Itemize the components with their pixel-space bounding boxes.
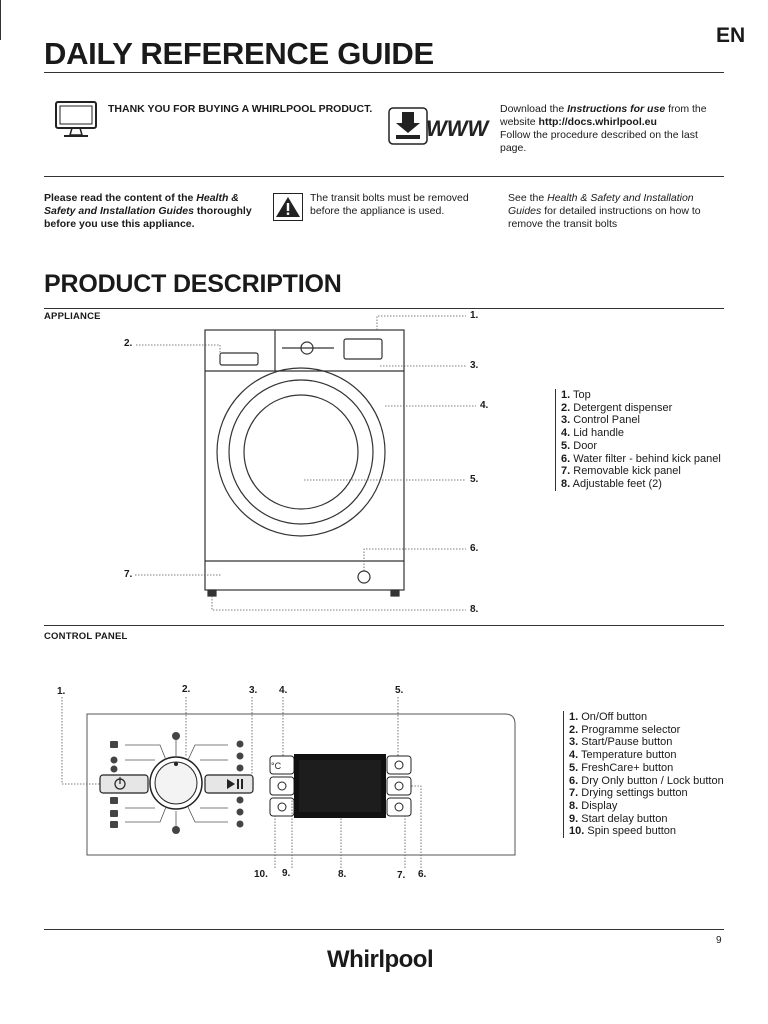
see-t1: See the	[508, 192, 548, 204]
header-divider	[0, 0, 1, 40]
read-t3: thoroughly before you use this appliance.	[44, 205, 252, 230]
dry-only-button	[387, 777, 411, 795]
www-label: WWW	[426, 116, 489, 141]
filter-cover	[358, 571, 370, 583]
download-t5: Follow the procedure described on the last page.	[500, 129, 698, 154]
warning-icon	[273, 193, 303, 221]
legend-item: 5. Door	[561, 439, 598, 452]
legend-item: 6. Water filter - behind kick panel	[561, 452, 721, 465]
legend-item: 10. Spin speed button	[569, 825, 677, 838]
drying-settings-button	[387, 798, 411, 816]
appliance-callout-5: 5.	[470, 474, 479, 485]
legend-item: 4. Lid handle	[561, 427, 625, 440]
transit-notice: The transit bolts must be removed before the appliance is used.	[310, 192, 469, 217]
footer-rule	[44, 929, 724, 930]
appliance-diagram	[100, 312, 500, 622]
legend-item: 8. Adjustable feet (2)	[561, 477, 662, 490]
download-t3: from the website	[500, 103, 707, 128]
appliance-callout-8: 8.	[470, 604, 479, 615]
appliance-callout-7: 7.	[124, 569, 133, 580]
appliance-callout-4: 4.	[480, 400, 489, 411]
control-callout-6: 6.	[418, 869, 427, 880]
detergent-dispenser	[220, 353, 258, 365]
control-callout-3: 3.	[249, 685, 258, 696]
download-text	[500, 103, 720, 155]
legend-item: 9. Start delay button	[569, 812, 668, 825]
temp-symbol: °C	[271, 761, 282, 771]
control-panel-label: CONTROL PANEL	[44, 631, 128, 642]
docs-url-link[interactable]: http://docs.whirlpool.eu	[538, 116, 657, 128]
legend-item: 2. Programme selector	[569, 723, 681, 736]
legend-item: 8. Display	[569, 799, 618, 812]
control-callout-1: 1.	[57, 686, 66, 697]
download-t1: Download the	[500, 103, 568, 115]
intro-rule	[44, 176, 724, 177]
control-callout-10: 10.	[254, 869, 268, 880]
download-icon	[388, 106, 492, 146]
instructions-link[interactable]: Instructions for use	[567, 103, 666, 115]
spin-speed-button	[270, 777, 294, 795]
appliance-legend	[555, 389, 721, 491]
read-t1: Please read the content of the	[44, 192, 197, 204]
legend-item: 2. Detergent dispenser	[561, 401, 673, 414]
control-callout-5: 5.	[395, 685, 404, 696]
brand-logo: Whirlpool	[327, 946, 434, 973]
control-rule	[44, 625, 724, 626]
legend-item: 5. FreshCare+ button	[569, 761, 674, 774]
freshcare-button	[387, 756, 411, 774]
legend-item: 6. Dry Only button / Lock button	[569, 774, 724, 787]
legend-item: 4. Temperature button	[569, 749, 677, 762]
page-number: 9	[716, 935, 722, 946]
thanks-text: THANK YOU FOR BUYING A WHIRLPOOL PRODUCT.	[108, 103, 373, 115]
read-notice	[44, 192, 266, 231]
read-t2: Health & Safety and Installation Guides	[44, 192, 239, 217]
appliance-callout-1: 1.	[470, 310, 479, 321]
see-t3: for detailed instructions on how to remove the transit bolts	[508, 205, 701, 230]
monitor-icon	[54, 100, 98, 140]
control-callout-9: 9.	[282, 868, 291, 879]
product-heading: PRODUCT DESCRIPTION	[44, 270, 342, 298]
legend-item: 7. Drying settings button	[569, 787, 688, 800]
legend-item: 1. On/Off button	[569, 711, 648, 723]
door-outer	[217, 368, 385, 536]
control-callout-8: 8.	[338, 869, 347, 880]
control-callout-7: 7.	[397, 870, 406, 881]
legend-item: 3. Control Panel	[561, 414, 640, 427]
control-panel-legend	[563, 711, 724, 838]
appliance-label: APPLIANCE	[44, 311, 101, 322]
page-title: DAILY REFERENCE GUIDE	[44, 36, 434, 71]
legend-item: 1. Top	[561, 389, 591, 401]
title-rule	[44, 72, 724, 73]
legend-item: 7. Removable kick panel	[561, 465, 681, 478]
appliance-callout-2: 2.	[124, 338, 133, 349]
appliance-body	[205, 330, 404, 590]
language-code: EN	[716, 24, 746, 47]
control-panel-diagram	[50, 680, 530, 885]
control-callout-4: 4.	[279, 685, 288, 696]
on-off-button	[100, 775, 148, 793]
see-t2: Health & Safety and Installation Guides	[508, 192, 694, 217]
see-notice	[508, 192, 724, 231]
legend-item: 3. Start/Pause button	[569, 736, 673, 749]
appliance-callout-6: 6.	[470, 543, 479, 554]
appliance-callout-3: 3.	[470, 360, 479, 371]
control-callout-2: 2.	[182, 684, 191, 695]
product-rule	[44, 308, 724, 309]
start-delay-button	[270, 798, 294, 816]
